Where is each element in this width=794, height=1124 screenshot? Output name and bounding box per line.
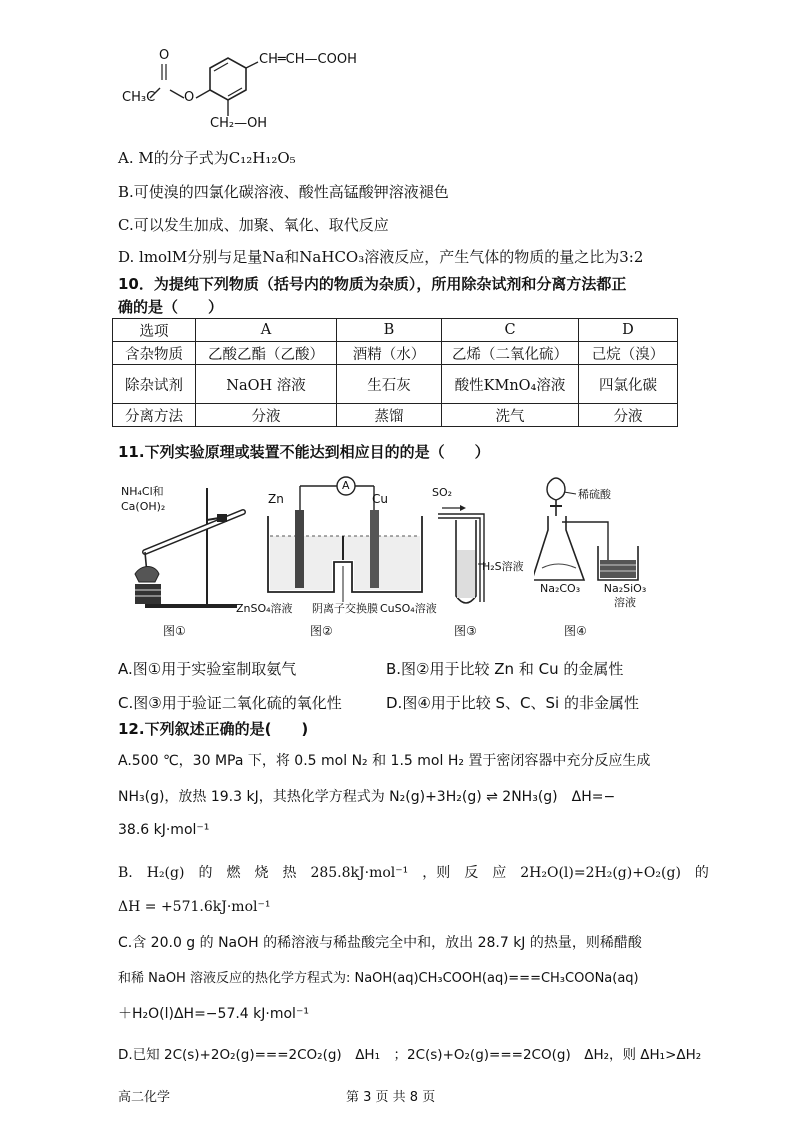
q12-option-c-line1: C.含 20.0 g 的 NaOH 的稀溶液与稀盐酸完全中和，放出 28.7 kJ 的热量，则稀醋酸	[118, 935, 642, 951]
q11-stem: 11.下列实验原理或装置不能达到相应目的的是（ ）	[118, 443, 490, 461]
table-cell: 己烷（溴）	[579, 342, 678, 365]
structure-formula	[118, 40, 378, 140]
q12-stem: 12.下列叙述正确的是( )	[118, 720, 309, 738]
q12-option-c-line2: 和稀 NaOH 溶液反应的热化学方程式为: NaOH(aq)CH₃COOH(aq)===CH₃COONa(aq)	[118, 971, 639, 986]
q11-option-b: B.图②用于比较 Zn 和 Cu 的金属性	[386, 660, 624, 678]
q12-option-a-line1: A.500 ℃，30 MPa 下，将 0.5 mol N₂ 和 1.5 mol H₂ 置于密闭容器中充分反应生成	[118, 753, 651, 769]
fig2-membrane-label: 阴离子交换膜	[312, 602, 378, 615]
table-cell: 洗气	[442, 404, 579, 427]
fig3-gas-label: SO₂	[432, 486, 453, 499]
fig2-zn-label: Zn	[268, 492, 284, 506]
hydroxymethyl-group: CH₂—OH	[210, 116, 268, 131]
table-cell: 选项	[113, 319, 196, 342]
table-cell: 除杂试剂	[113, 365, 196, 404]
table-row	[113, 342, 678, 365]
q11-option-a: A.图①用于实验室制取氨气	[118, 660, 297, 678]
q12-option-c-line3: ＋H₂O(l)ΔH=−57.4 kJ·mol⁻¹	[118, 1006, 309, 1022]
fig2-cu-label: Cu	[372, 492, 388, 506]
table-cell: B	[337, 319, 442, 342]
fig4-flask-label: Na₂CO₃	[540, 582, 581, 595]
q9-option-d: D. lmolM分别与足量Na和NaHCO₃溶液反应，产生气体的物质的量之比为3:2	[118, 248, 644, 266]
fig3-solution-label: H₂S溶液	[482, 560, 524, 573]
fig3-tube-drawing	[430, 484, 540, 624]
footer-page-number: 第 3 页 共 8 页	[346, 1090, 436, 1105]
table-cell: 含杂物质	[113, 342, 196, 365]
q11-option-c: C.图③用于验证二氧化硫的氧化性	[118, 694, 342, 712]
table-cell: 生石灰	[337, 365, 442, 404]
fig4-caption: 图④	[564, 624, 587, 638]
fig2-meter-label: A	[342, 479, 350, 492]
table-cell: C	[442, 319, 579, 342]
q10-stem-line1: 10．为提纯下列物质（括号内的物质为杂质），所用除杂试剂和分离方法都正	[118, 275, 627, 293]
q12-option-a-line3: 38.6 kJ·mol⁻¹	[118, 822, 210, 838]
fig2-caption: 图②	[310, 624, 333, 638]
table-cell: 四氯化碳	[579, 365, 678, 404]
table-cell: 分液	[579, 404, 678, 427]
table-cell: 分液	[196, 404, 337, 427]
ester-oxygen: O	[184, 90, 195, 105]
q12-option-b-line1: B. H₂(g) 的 燃 烧 热 285.8kJ·mol⁻¹ ，则 反 应 2H₂O(l)=2H₂(g)+O₂(g) 的	[118, 865, 709, 881]
fig4-acid-label: 稀硫酸	[578, 488, 611, 501]
figure-3	[430, 484, 540, 648]
q9-option-b: B.可使溴的四氯化碳溶液、酸性高锰酸钾溶液褪色	[118, 183, 449, 201]
q12-option-b-line2: ΔH = +571.6kJ·mol⁻¹	[118, 899, 271, 915]
figure-1	[115, 478, 255, 648]
fig1-reagent-label: NH₄Cl和 Ca(OH)₂	[121, 485, 166, 513]
figure-4	[534, 470, 684, 648]
q11-option-d: D.图④用于比较 S、C、Si 的非金属性	[386, 694, 639, 712]
table-cell: 乙烯（二氧化硫）	[442, 342, 579, 365]
table-cell: 酒精（水）	[337, 342, 442, 365]
q12-option-a-line2: NH₃(g)，放热 19.3 kJ，其热化学方程式为 N₂(g)+3H₂(g) ⇌ 2NH₃(g) ΔH=−	[118, 789, 616, 805]
figure-2	[236, 474, 442, 648]
carbonyl-oxygen: O	[159, 48, 170, 63]
footer-subject: 高二化学	[118, 1090, 171, 1105]
table-cell: 乙酸乙酯（乙酸）	[196, 342, 337, 365]
side-chain: CH═CH—COOH	[259, 52, 357, 67]
table-cell: 酸性KMnO₄溶液	[442, 365, 579, 404]
table-cell: NaOH 溶液	[196, 365, 337, 404]
q10-stem-line2: 确的是（ ）	[118, 298, 224, 316]
acetyl-group: CH₃C	[122, 90, 156, 105]
fig3-caption: 图③	[454, 624, 477, 638]
table-cell: D	[579, 319, 678, 342]
q9-option-a: A. M的分子式为C₁₂H₁₂O₅	[118, 149, 296, 167]
table-row	[113, 404, 678, 427]
fig1-caption: 图①	[163, 624, 186, 638]
table-cell: 蒸馏	[337, 404, 442, 427]
q9-option-c: C.可以发生加成、加聚、氧化、取代反应	[118, 216, 389, 234]
purification-table	[112, 318, 678, 427]
q12-option-d-line1: D.已知 2C(s)+2O₂(g)===2CO₂(g) ΔH₁ ；2C(s)+O₂(g)===2CO(g) ΔH₂，则 ΔH₁>ΔH₂	[118, 1047, 702, 1063]
fig4-beaker-label: Na₂SiO₃ 溶液	[603, 582, 647, 609]
fig2-right-solution-label: CuSO₄溶液	[380, 602, 437, 615]
table-row	[113, 365, 678, 404]
fig2-left-solution-label: ZnSO₄溶液	[236, 602, 293, 615]
table-header-row	[113, 319, 678, 342]
table-cell: A	[196, 319, 337, 342]
table-cell: 分离方法	[113, 404, 196, 427]
